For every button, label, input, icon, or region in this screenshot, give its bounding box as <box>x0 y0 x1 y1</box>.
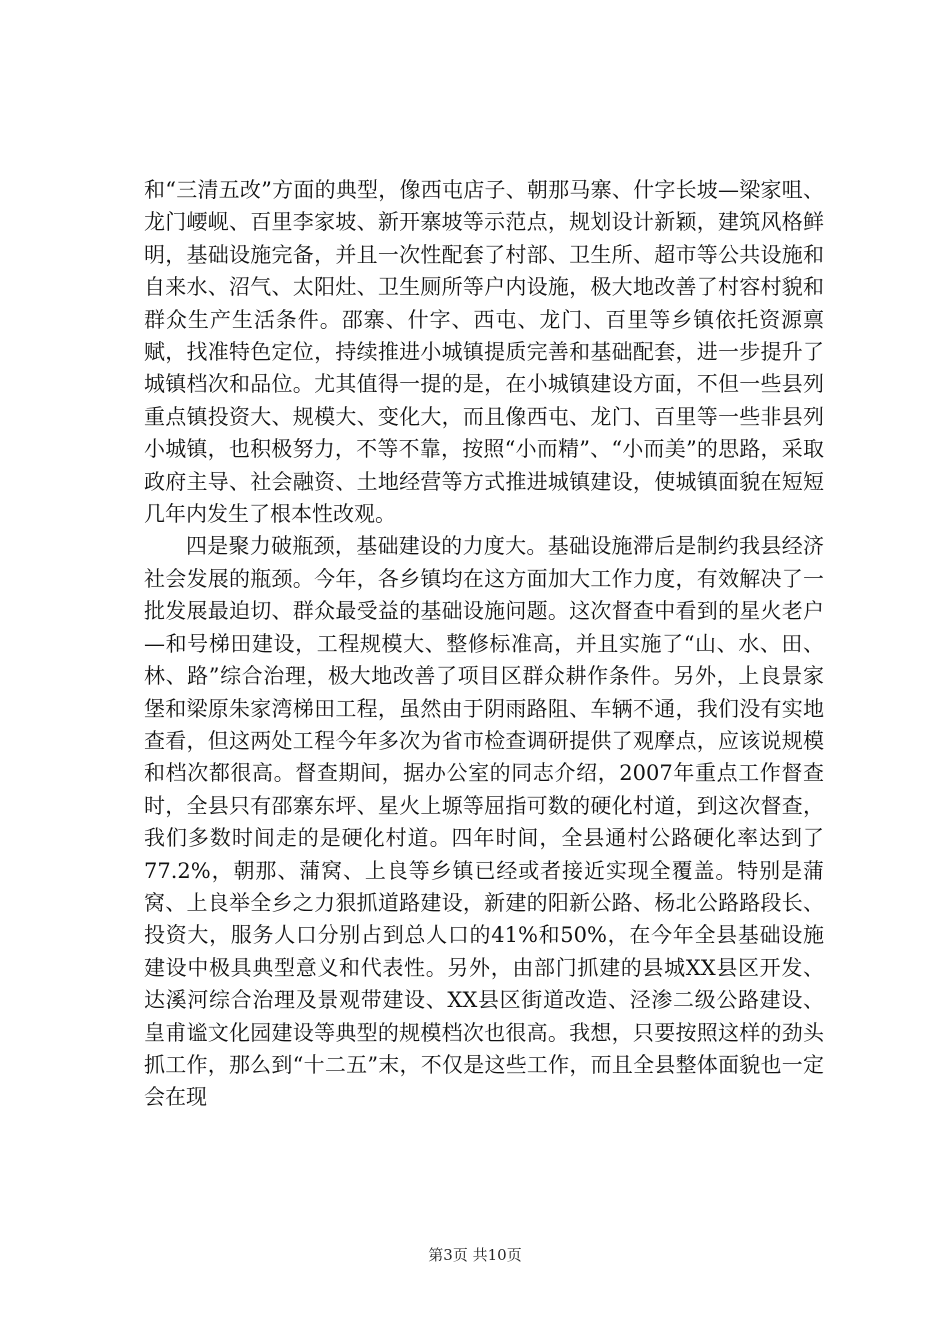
paragraph-1: 和“三清五改”方面的典型，像西屯店子、朝那马寨、什字长坡—梁家咀、龙门崾岘、百里李家坡、新开寨坡等示范点，规划设计新颖，建筑风格鲜明，基础设施完备，并且一次性配套了村部、卫生所、超市等公共设施和自来水、沼气、太阳灶、卫生厕所等户内设施，极大地改善了村容村貌和群众生产生活条件。邵寨、什字、西屯、龙门、百里等乡镇依托资源禀赋，找准特色定位，持续推进小城镇提质完善和基础配套，进一步提升了城镇档次和品位。尤其值得一提的是，在小城镇建设方面，不但一些县列重点镇投资大、规模大、变化大，而且像西屯、龙门、百里等一些非县列小城镇，也积极努力，不等不靠，按照“小而精”、“小而美”的思路，采取政府主导、社会融资、土地经营等方式推进城镇建设，使城镇面貌在短短几年内发生了根本性改观。 <box>144 178 824 527</box>
document-body <box>144 174 824 1114</box>
page-number: 第3页 共10页 <box>428 1246 522 1264</box>
paragraph-2: 四是聚力破瓶颈，基础建设的力度大。基础设施滞后是制约我县经济社会发展的瓶颈。今年，各乡镇均在这方面加大工作力度，有效解决了一批发展最迫切、群众最受益的基础设施问题。这次督查中看到的星火老户—和号梯田建设，工程规模大、整修标准高，并且实施了“山、水、田、林、路”综合治理，极大地改善了项目区群众耕作条件。另外，上良景家堡和梁原朱家湾梯田工程，虽然由于阴雨路阻、车辆不通，我们没有实地查看，但这两处工程今年多次为省市检查调研提供了观摩点，应该说规模和档次都很高。督查期间，据办公室的同志介绍，2007年重点工作督查时，全县只有邵寨东坪、星火上塬等屈指可数的硬化村道，到这次督查，我们多数时间走的是硬化村道。四年时间，全县通村公路硬化率达到了77.2%，朝那、蒲窝、上良等乡镇已经或者接近实现全覆盖。特别是蒲窝、上良举全乡之力狠抓道路建设，新建的阳新公路、杨北公路路段长、投资大，服务人口分别占到总人口的41%和50%，在今年全县基础设施建设中极具典型意义和代表性。另外，由部门抓建的县城XX县区开发、达溪河综合治理及景观带建设、XX县区街道改造、泾渗二级公路建设、皇甫谧文化园建设等典型的规模档次也很高。我想，只要按照这样的劲头抓工作，那么到“十二五”末，不仅是这些工作，而且全县整体面貌也一定会在现 <box>144 534 824 1110</box>
page-footer <box>0 1244 950 1265</box>
